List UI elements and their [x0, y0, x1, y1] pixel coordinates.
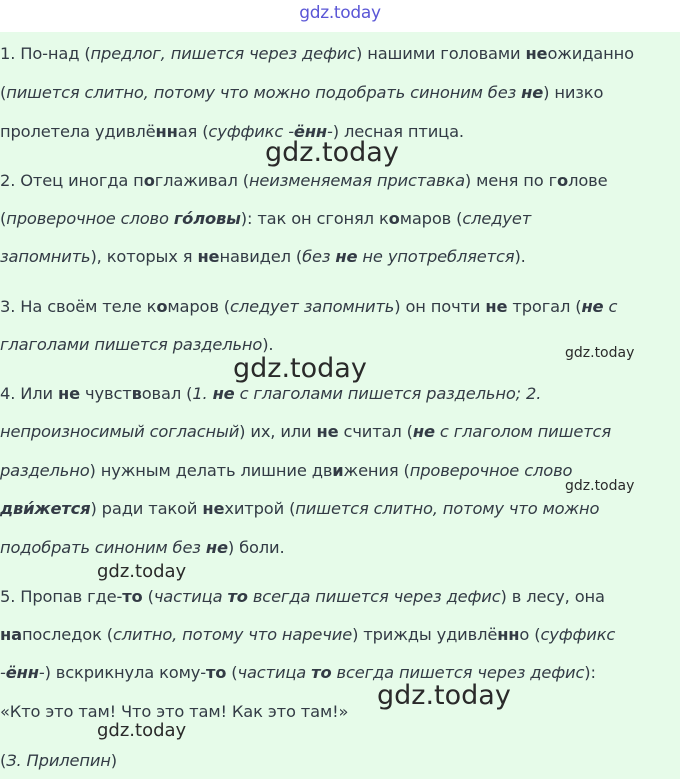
site-brand[interactable]: gdz.today: [299, 3, 381, 23]
watermark: gdz.today: [565, 478, 635, 494]
text-line: запомнить), которых я ненавидел (без не не употребляется).: [0, 247, 526, 266]
text-line: 3. На своём теле комаров (следует запомнить) он почти не трогал (не с: [0, 297, 618, 316]
text-line: пролетела удивлённая (суффикс -ённ-) лесная птица.: [0, 122, 464, 141]
watermark: gdz.today: [97, 720, 187, 741]
watermark: gdz.today: [233, 353, 367, 384]
text-line: «Кто это там! Что это там! Как это там!»: [0, 702, 349, 721]
text-line: 2. Отец иногда поглаживал (неизменяемая приставка) меня по голове: [0, 171, 608, 190]
top-bar: [0, 0, 680, 30]
watermark: gdz.today: [565, 345, 635, 361]
text-line: раздельно) нужным делать лишние движения (проверочное слово: [0, 461, 573, 480]
text-line: 4. Или не чувствовал (1. не с глаголами пишется раздельно; 2.: [0, 384, 542, 403]
watermark: gdz.today: [377, 680, 511, 711]
text-line: напоследок (слитно, потому что наречие) трижды удивлённо (суффикс: [0, 625, 616, 644]
watermark: gdz.today: [265, 137, 399, 168]
text-line: (проверочное слово го́ловы): так он сгонял комаров (следует: [0, 209, 532, 228]
text-line: дви́жется) ради такой нехитрой (пишется слитно, потому что можно: [0, 499, 600, 518]
text-line: подобрать синоним без не) боли.: [0, 538, 285, 557]
text-line: (З. Прилепин): [0, 751, 117, 770]
text-line: глаголами пишется раздельно).: [0, 335, 274, 354]
text-line: 5. Пропав где-то (частица то всегда пишется через дефис) в лесу, она: [0, 587, 605, 606]
text-line: 1. По-над (предлог, пишется через дефис) нашими головами неожиданно: [0, 44, 634, 63]
text-line: непроизносимый согласный) их, или не считал (не с глаголом пишется: [0, 422, 611, 441]
text-line: (пишется слитно, потому что можно подобрать синоним без не) низко: [0, 83, 604, 102]
watermark: gdz.today: [97, 561, 187, 582]
text-line: -ённ-) вскрикнула кому-то (частица то всегда пишется через дефис):: [0, 663, 596, 682]
